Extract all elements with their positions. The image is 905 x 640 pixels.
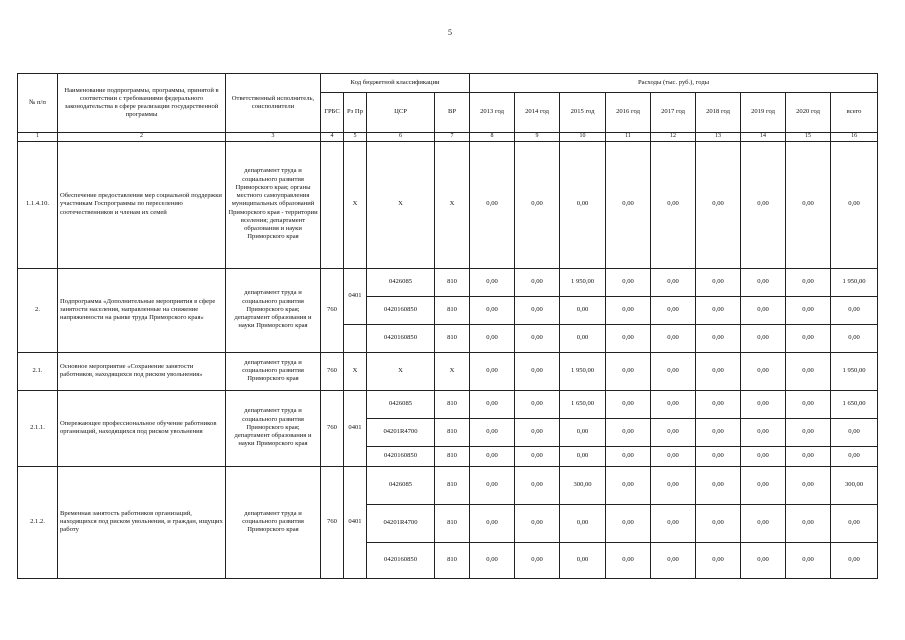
cell-value: 0,00 xyxy=(470,542,515,578)
header-vr: ВР xyxy=(435,93,470,133)
cell-grbs: 760 xyxy=(321,352,344,390)
cell-value: 0,00 xyxy=(606,141,651,268)
column-number: 1 xyxy=(18,133,58,142)
cell-value: 0,00 xyxy=(560,141,606,268)
cell-value: 0,00 xyxy=(606,504,651,542)
cell-csr: 0426085 xyxy=(367,466,435,504)
cell-value: 0,00 xyxy=(606,466,651,504)
cell-value: 0,00 xyxy=(470,504,515,542)
cell-value: 300,00 xyxy=(560,466,606,504)
cell-value: 0,00 xyxy=(741,418,786,446)
cell-value: 0,00 xyxy=(651,542,696,578)
column-number: 4 xyxy=(321,133,344,142)
cell-vr: 810 xyxy=(435,446,470,466)
cell-value: 0,00 xyxy=(515,446,560,466)
cell-value: 1 650,00 xyxy=(560,390,606,418)
cell-total: 0,00 xyxy=(831,542,878,578)
cell-value: 0,00 xyxy=(515,268,560,296)
cell-value: 0,00 xyxy=(470,296,515,324)
cell-csr: 0426085 xyxy=(367,268,435,296)
cell-rzpr: X xyxy=(344,352,367,390)
cell-value: 0,00 xyxy=(741,141,786,268)
cell-grbs xyxy=(321,141,344,268)
cell-value: 0,00 xyxy=(606,390,651,418)
cell-csr: X xyxy=(367,352,435,390)
cell-value: 0,00 xyxy=(741,296,786,324)
row-number: 2. xyxy=(18,268,58,352)
cell-value: 0,00 xyxy=(696,418,741,446)
cell-value: 0,00 xyxy=(560,296,606,324)
cell-value: 0,00 xyxy=(786,268,831,296)
column-number: 16 xyxy=(831,133,878,142)
cell-value: 0,00 xyxy=(786,504,831,542)
cell-csr: 0420160850 xyxy=(367,324,435,352)
row-number: 1.1.4.10. xyxy=(18,141,58,268)
cell-csr: 0420160850 xyxy=(367,446,435,466)
cell-value: 0,00 xyxy=(786,141,831,268)
cell-value: 0,00 xyxy=(651,296,696,324)
cell-csr: 04201R4700 xyxy=(367,418,435,446)
header-year: 2018 год xyxy=(696,93,741,133)
header-budget-code: Код бюджетной классификации xyxy=(321,74,470,93)
header-year: 2017 год xyxy=(651,93,696,133)
cell-value: 0,00 xyxy=(741,542,786,578)
cell-value: 0,00 xyxy=(560,418,606,446)
cell-value: 0,00 xyxy=(741,446,786,466)
cell-value: 0,00 xyxy=(651,418,696,446)
row-name: Основное мероприятие «Сохранение занятости работников, находящихся под риском увольнения» xyxy=(58,352,226,390)
row-name: Опережающее профессиональное обучение работников организаций, находящихся под риском увольнения xyxy=(58,390,226,466)
row-number: 2.1.1. xyxy=(18,390,58,466)
header-row-1 xyxy=(18,74,878,93)
row-responsible: департамент труда и социального развития Приморского края xyxy=(226,466,321,578)
column-number: 8 xyxy=(470,133,515,142)
cell-rzpr xyxy=(344,324,367,352)
cell-value: 0,00 xyxy=(651,446,696,466)
cell-value: 0,00 xyxy=(470,418,515,446)
cell-value: 0,00 xyxy=(696,390,741,418)
cell-csr: 0420160850 xyxy=(367,296,435,324)
cell-value: 0,00 xyxy=(786,418,831,446)
cell-total: 0,00 xyxy=(831,296,878,324)
cell-rzpr: 0401 xyxy=(344,390,367,466)
cell-value: 0,00 xyxy=(741,504,786,542)
row-responsible: департамент труда и социального развития Приморского края; органы местного самоуправления муниципальных образований Приморского края - территории вселения; департамент образования и науки Приморского края xyxy=(226,141,321,268)
cell-total: 300,00 xyxy=(831,466,878,504)
cell-value: 0,00 xyxy=(696,296,741,324)
cell-value: 0,00 xyxy=(786,324,831,352)
cell-value: 0,00 xyxy=(696,466,741,504)
cell-rzpr: 0401 xyxy=(344,268,367,324)
table-row xyxy=(18,141,878,268)
budget-table xyxy=(17,73,878,579)
cell-value: 0,00 xyxy=(470,446,515,466)
column-number: 2 xyxy=(58,133,226,142)
cell-value: 0,00 xyxy=(515,466,560,504)
cell-value: 0,00 xyxy=(786,446,831,466)
header-year: 2014 год xyxy=(515,93,560,133)
header-num: № п/п xyxy=(18,74,58,133)
cell-value: 0,00 xyxy=(786,352,831,390)
column-number: 11 xyxy=(606,133,651,142)
row-name: Подпрограмма «Дополнительные мероприятия в сфере занятости населения, направленные на снижение напряженности на рынке труда Приморского края» xyxy=(58,268,226,352)
row-name: Временная занятость работников организаций, находящихся под риском увольнения, и граждан, ищущих работу xyxy=(58,466,226,578)
row-responsible: департамент труда и социального развития Приморского края; департамент образования и науки Приморского края xyxy=(226,268,321,352)
column-number: 14 xyxy=(741,133,786,142)
cell-value: 0,00 xyxy=(470,352,515,390)
cell-vr: 810 xyxy=(435,296,470,324)
cell-value: 0,00 xyxy=(515,352,560,390)
table-row xyxy=(18,268,878,296)
cell-vr: 810 xyxy=(435,466,470,504)
cell-value: 0,00 xyxy=(606,352,651,390)
cell-value: 0,00 xyxy=(470,268,515,296)
cell-value: 0,00 xyxy=(606,296,651,324)
cell-value: 0,00 xyxy=(741,352,786,390)
column-number: 6 xyxy=(367,133,435,142)
header-name: Наименование подпрограммы, программы, принятой в соответствии с требованиями федерального законодательства в сфере реализации государственной программы xyxy=(58,74,226,133)
cell-value: 0,00 xyxy=(696,352,741,390)
cell-value: 0,00 xyxy=(470,390,515,418)
cell-value: 0,00 xyxy=(741,268,786,296)
cell-value: 0,00 xyxy=(515,141,560,268)
cell-value: 0,00 xyxy=(560,446,606,466)
cell-vr: 810 xyxy=(435,390,470,418)
cell-value: 0,00 xyxy=(560,542,606,578)
cell-value: 0,00 xyxy=(470,141,515,268)
cell-rzpr: X xyxy=(344,141,367,268)
column-number: 9 xyxy=(515,133,560,142)
cell-value: 0,00 xyxy=(606,268,651,296)
row-number: 2.1. xyxy=(18,352,58,390)
cell-vr: X xyxy=(435,141,470,268)
header-rzpr: Рз Пр xyxy=(344,93,367,133)
header-year: 2019 год xyxy=(741,93,786,133)
cell-value: 0,00 xyxy=(741,390,786,418)
column-number: 7 xyxy=(435,133,470,142)
cell-value: 0,00 xyxy=(696,504,741,542)
cell-value: 0,00 xyxy=(786,296,831,324)
header-year: 2020 год xyxy=(786,93,831,133)
row-number: 2.1.2. xyxy=(18,466,58,578)
header-year: 2015 год xyxy=(560,93,606,133)
cell-vr: 810 xyxy=(435,324,470,352)
cell-total: 0,00 xyxy=(831,418,878,446)
cell-total: 1 950,00 xyxy=(831,268,878,296)
cell-value: 0,00 xyxy=(786,466,831,504)
column-number: 10 xyxy=(560,133,606,142)
table-row xyxy=(18,352,878,390)
cell-value: 0,00 xyxy=(651,324,696,352)
cell-total: 0,00 xyxy=(831,324,878,352)
cell-value: 0,00 xyxy=(651,390,696,418)
cell-value: 0,00 xyxy=(560,324,606,352)
cell-vr: 810 xyxy=(435,268,470,296)
cell-total: 0,00 xyxy=(831,446,878,466)
cell-value: 0,00 xyxy=(786,542,831,578)
cell-value: 0,00 xyxy=(606,324,651,352)
column-number: 13 xyxy=(696,133,741,142)
page-number: 5 xyxy=(448,28,452,37)
cell-value: 0,00 xyxy=(515,504,560,542)
header-year: 2013 год xyxy=(470,93,515,133)
cell-value: 0,00 xyxy=(696,446,741,466)
cell-value: 1 950,00 xyxy=(560,352,606,390)
cell-grbs: 760 xyxy=(321,390,344,466)
cell-value: 0,00 xyxy=(515,324,560,352)
cell-value: 0,00 xyxy=(515,296,560,324)
cell-value: 0,00 xyxy=(651,504,696,542)
header-grbs: ГРБС xyxy=(321,93,344,133)
cell-grbs: 760 xyxy=(321,466,344,578)
cell-value: 0,00 xyxy=(696,542,741,578)
header-responsible: Ответственный исполнитель, соисполнители xyxy=(226,74,321,133)
header-total: всего xyxy=(831,93,878,133)
cell-grbs: 760 xyxy=(321,268,344,352)
column-number-row xyxy=(18,133,878,142)
row-responsible: департамент труда и социального развития Приморского края xyxy=(226,352,321,390)
cell-csr: 04201R4700 xyxy=(367,504,435,542)
column-number: 15 xyxy=(786,133,831,142)
cell-value: 0,00 xyxy=(470,324,515,352)
cell-value: 0,00 xyxy=(470,466,515,504)
cell-vr: 810 xyxy=(435,418,470,446)
cell-value: 0,00 xyxy=(651,268,696,296)
row-name: Обеспечение предоставления мер социальной поддержки участникам Госпрограммы по переселению соотечественников и членам их семей xyxy=(58,141,226,268)
header-year: 2016 год xyxy=(606,93,651,133)
cell-value: 0,00 xyxy=(560,504,606,542)
column-number: 5 xyxy=(344,133,367,142)
column-number: 12 xyxy=(651,133,696,142)
cell-value: 0,00 xyxy=(741,324,786,352)
cell-value: 0,00 xyxy=(651,466,696,504)
cell-value: 0,00 xyxy=(606,446,651,466)
cell-csr: X xyxy=(367,141,435,268)
cell-value: 0,00 xyxy=(741,466,786,504)
cell-vr: 810 xyxy=(435,504,470,542)
cell-value: 0,00 xyxy=(515,390,560,418)
cell-total: 0,00 xyxy=(831,141,878,268)
cell-csr: 0420160850 xyxy=(367,542,435,578)
header-expenses: Расходы (тыс. руб.), годы xyxy=(470,74,878,93)
cell-total: 1 950,00 xyxy=(831,352,878,390)
table-row xyxy=(18,466,878,504)
cell-value: 1 950,00 xyxy=(560,268,606,296)
cell-vr: X xyxy=(435,352,470,390)
cell-total: 0,00 xyxy=(831,504,878,542)
row-responsible: департамент труда и социального развития Приморского края; департамент образования и науки Приморского края xyxy=(226,390,321,466)
cell-value: 0,00 xyxy=(606,418,651,446)
cell-vr: 810 xyxy=(435,542,470,578)
cell-value: 0,00 xyxy=(696,141,741,268)
cell-total: 1 650,00 xyxy=(831,390,878,418)
column-number: 3 xyxy=(226,133,321,142)
cell-value: 0,00 xyxy=(786,390,831,418)
cell-csr: 0426085 xyxy=(367,390,435,418)
cell-value: 0,00 xyxy=(515,418,560,446)
cell-value: 0,00 xyxy=(651,141,696,268)
cell-value: 0,00 xyxy=(606,542,651,578)
header-csr: ЦСР xyxy=(367,93,435,133)
cell-value: 0,00 xyxy=(515,542,560,578)
table-row xyxy=(18,390,878,418)
cell-value: 0,00 xyxy=(651,352,696,390)
cell-rzpr: 0401 xyxy=(344,466,367,578)
cell-value: 0,00 xyxy=(696,324,741,352)
cell-value: 0,00 xyxy=(696,268,741,296)
